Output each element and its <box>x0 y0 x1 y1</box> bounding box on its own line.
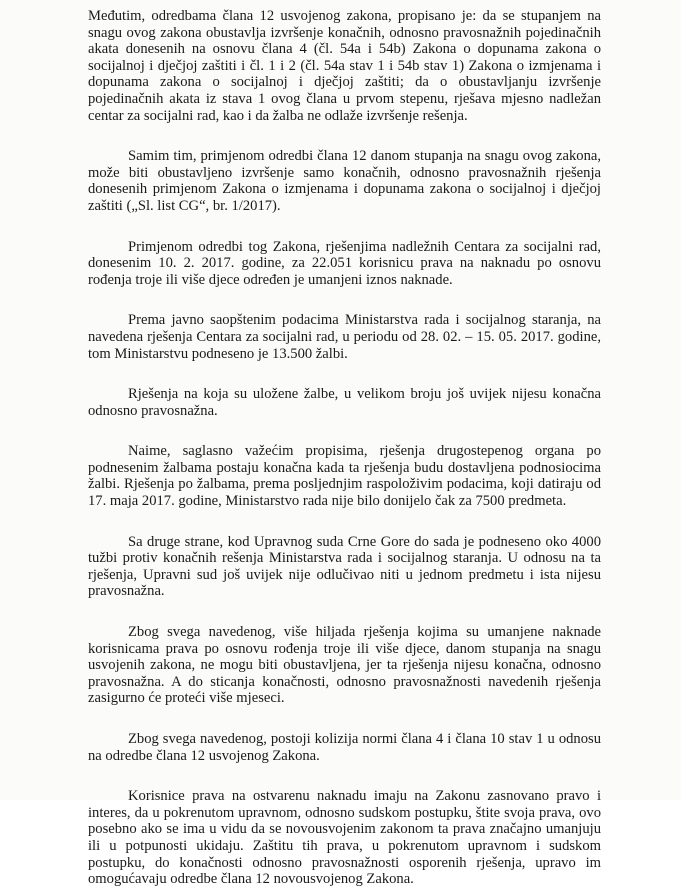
paragraph-9: Zbog svega navedenog, postoji kolizija normi člana 4 i člana 10 stav 1 u odnosu na odredbe člana 12 usvojenog Zakona. <box>88 731 601 764</box>
paragraph-8: Zbog svega navedenog, više hiljada rješenja kojima su umanjene naknade korisnicama prava po osnovu rođenja troje ili više djece, danom stupanja na snagu usvojenih zakona, ne mogu biti obustavljena, jer ta rješenja nijesu konačna, odnosno pravosnažna. A do sticanja konačnosti, odnosno pravosnažnosti navedenih rješenja zasigurno će proteći više mjeseci. <box>88 624 601 707</box>
paragraph-4: Prema javno saopštenim podacima Ministarstva rada i socijalnog staranja, na navedena rješenja Centara za socijalni rad, u periodu od 28. 02. – 15. 05. 2017. godine, tom Ministarstvu podneseno je 13.500 žalbi. <box>88 312 601 362</box>
paragraph-10: Korisnice prava na ostvarenu naknadu imaju na Zakonu zasnovano pravo i interes, da u pokrenutom upravnom, odnosno sudskom postupku, štite svoja prava, ovo posebno ako se ima u vidu da se novousvojenim zakonom ta prava značajno umanjuju ili u potpunosti ukidaju. Zaštitu tih prava, u pokrenutom upravnom i sudskom postupku, do konačnosti odnosno pravosnažnosti osporenih rješenja, upravo im omogućavaju odredbe člana 12 novousvojenog Zakona. <box>88 788 601 888</box>
paragraph-2: Samim tim, primjenom odredbi člana 12 danom stupanja na snagu ovog zakona, može biti obustavljeno izvršenje samo konačnih, odnosno pravosnažnih rješenja donesenih primjenom Zakona o izmjenama i dopunama zakona o socijalnoj i dječjoj zaštiti („Sl. list CG“, br. 1/2017). <box>88 148 601 214</box>
paragraph-6: Naime, saglasno važećim propisima, rješenja drugostepenog organa po podnesenim žalbama postaju konačna kada ta rješenja budu dostavljena podnosiocima žalbi. Rješenja po žalbama, prema posljednjim raspoloživim podacima, koji datiraju od 17. maja 2017. godine, Ministarstvo rada nije bilo donijelo čak za 7500 predmeta. <box>88 443 601 510</box>
paragraph-1: Međutim, odredbama člana 12 usvojenog zakona, propisano je: da se stupanjem na snagu ovog zakona obustavlja izvršenje konačnih, odnosno pravosnažnih pojedinačnih akata donesenih na osnovu člana 4 (čl. 54a i 54b) Zakona o dopunama zakona o socijalnoj i dječjoj zaštiti i čl. 1 i 2 (čl. 54a stav 1 i 54b stav 1) Zakona o izmjenama i dopunama zakona o socijalnoj i dječjoj zaštiti; da o obustavljanju izvršenje pojedinačnih akata iz stava 1 ovog člana u prvom stepenu, rješava mjesno nadležan centar za socijalni rad, kao i da žalba ne odlaže izvršenje rešenja. <box>88 8 601 124</box>
paragraph-5: Rješenja na koja su uložene žalbe, u velikom broju još uvijek nijesu konačna odnosno pravosnažna. <box>88 386 601 419</box>
paragraph-3: Primjenom odredbi tog Zakona, rješenjima nadležnih Centara za socijalni rad, donesenim 10. 2. 2017. godine, za 22.051 korisnicu prava na naknadu po osnovu rođenja troje ili više djece određen je umanjeni iznos naknade. <box>88 238 601 288</box>
paragraph-7: Sa druge strane, kod Upravnog suda Crne Gore do sada je podneseno oko 4000 tužbi protiv konačnih rešenja Ministarstva rada i socijalnog staranja. U odnosu na ta rješenja, Upravni sud još uvijek nije odlučivao niti u jednom predmetu i ista nijesu pravosnažna. <box>88 533 601 600</box>
